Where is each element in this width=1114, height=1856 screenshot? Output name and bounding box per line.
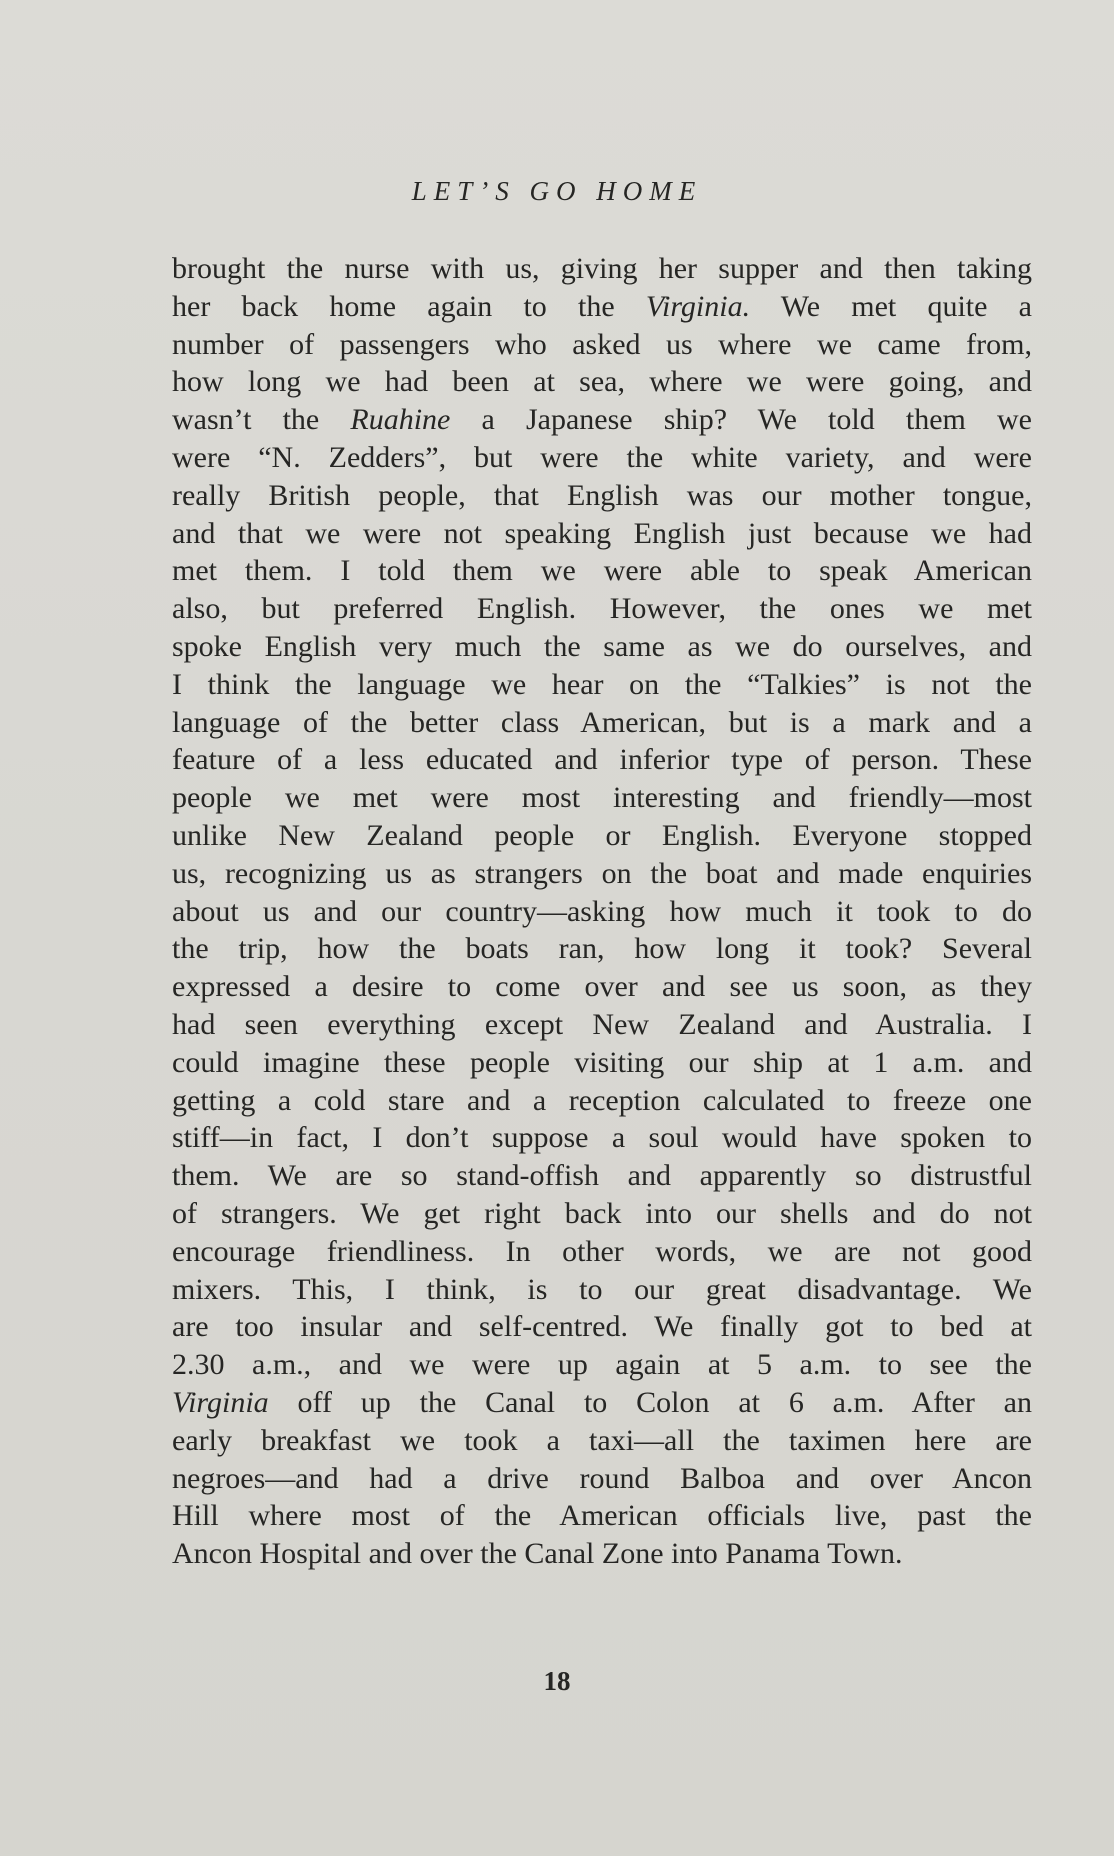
text-line: and that we were not speaking English just because we had (172, 516, 1032, 550)
text-line: Virginia off up the Canal to Colon at 6 a.m. After an (172, 1385, 1032, 1419)
text-line: are too insular and self-centred. We finally got to bed at (172, 1310, 1032, 1344)
text-line: really British people, that English was our mother tongue, (172, 478, 1032, 512)
text-line: early breakfast we took a taxi—all the taximen here are (172, 1423, 1032, 1457)
text-line: her back home again to the Virginia. We met quite a (172, 289, 1032, 323)
text-line: 2.30 a.m., and we were up again at 5 a.m. to see the (172, 1348, 1032, 1382)
text-line: feature of a less educated and inferior type of person. These (172, 743, 1032, 777)
text-line: how long we had been at sea, where we were going, and (172, 365, 1032, 399)
text-line: the trip, how the boats ran, how long it took? Several (172, 932, 1032, 966)
text-line: could imagine these people visiting our ship at 1 a.m. and (172, 1045, 1032, 1079)
text-line: spoke English very much the same as we do ourselves, and (172, 629, 1032, 663)
text-line: had seen everything except New Zealand and Australia. I (172, 1007, 1032, 1041)
body-text (172, 250, 1032, 1573)
text-line: expressed a desire to come over and see us soon, as they (172, 970, 1032, 1004)
ship-name: Virginia (172, 1385, 269, 1419)
text-line: wasn’t the Ruahine a Japanese ship? We told them we (172, 403, 1032, 437)
text-line: about us and our country—asking how much it took to do (172, 894, 1032, 928)
text-line: Hill where most of the American officials live, past the (172, 1499, 1032, 1533)
text-line: getting a cold stare and a reception calculated to freeze one (172, 1083, 1032, 1117)
text-line: language of the better class American, but is a mark and a (172, 705, 1032, 739)
text-line: were “N. Zedders”, but were the white variety, and were (172, 440, 1032, 474)
ship-name: Ruahine (350, 403, 451, 437)
text-line: Ancon Hospital and over the Canal Zone into Panama Town. (172, 1537, 903, 1571)
page-number: 18 (543, 1666, 571, 1696)
text-line: them. We are so stand-offish and apparently so distrustful (172, 1159, 1032, 1193)
text-line: of strangers. We get right back into our shells and do not (172, 1196, 1032, 1230)
text-line: stiff—in fact, I don’t suppose a soul would have spoken to (172, 1121, 1032, 1155)
text-line: encourage friendliness. In other words, we are not good (172, 1234, 1032, 1268)
text-line: I think the language we hear on the “Talkies” is not the (172, 667, 1032, 701)
text-line: number of passengers who asked us where we came from, (172, 327, 1032, 361)
text-line: negroes—and had a drive round Balboa and over Ancon (172, 1461, 1032, 1495)
ship-name: Virginia. (645, 289, 751, 323)
text-line: us, recognizing us as strangers on the boat and made enquiries (172, 856, 1032, 890)
text-line: brought the nurse with us, giving her supper and then taking (172, 252, 1032, 285)
text-line: met them. I told them we were able to speak American (172, 554, 1032, 588)
running-head: LET’S GO HOME (411, 176, 703, 206)
text-line: people we met were most interesting and friendly—most (172, 781, 1032, 815)
text-line: mixers. This, I think, is to our great disadvantage. We (172, 1272, 1032, 1306)
text-line: unlike New Zealand people or English. Everyone stopped (172, 818, 1032, 852)
text-line: also, but preferred English. However, the ones we met (172, 592, 1032, 626)
